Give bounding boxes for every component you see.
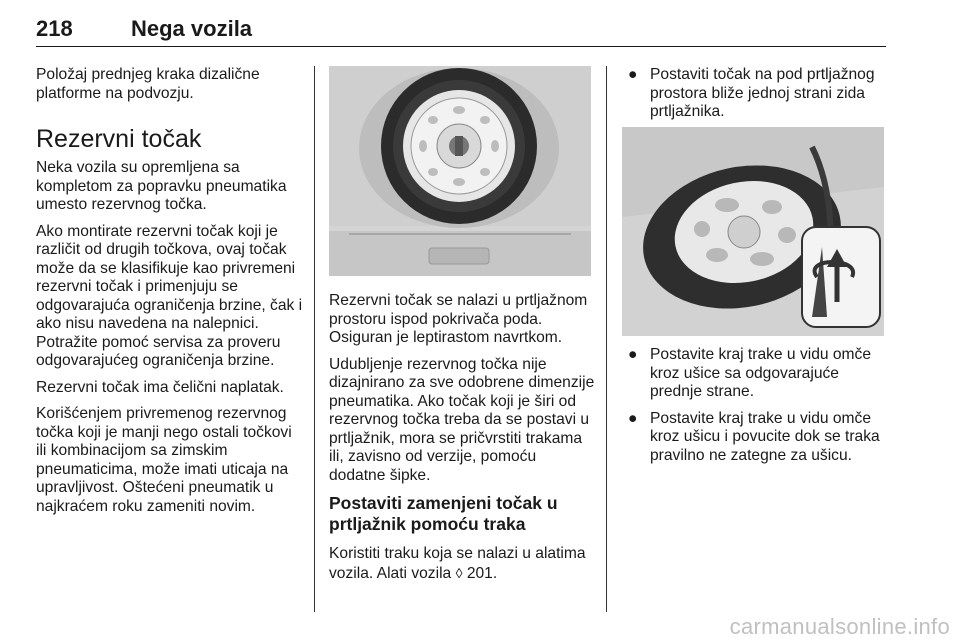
paragraph-text: Koristiti traku koja se nalazi u alatima vozila. Alati vozila — [329, 545, 586, 582]
paragraph: Rezervni točak ima čelični naplatak. — [36, 378, 284, 396]
column-left — [36, 66, 304, 524]
page-number: 218 — [36, 16, 73, 41]
column-right-continued — [622, 346, 888, 473]
bullet-icon: ● — [628, 409, 638, 427]
strap-fastening-illustration — [622, 127, 884, 336]
ref-arrow-icon: ◊ — [455, 564, 463, 581]
paragraph: Ako montirate rezervni točak koji je različit od drugih točkova, ovaj točak može da se klasifikuje kao privremeni rezervni točak i primenjuju se odgovarajuća ograničenja brzine, čak i ako nisu navedena na nalepnici. Potražite pomoć servisa za proveru odgovarajućeg ograničenja brzine. — [36, 222, 303, 369]
section-heading: Rezervni točak — [36, 125, 202, 153]
chapter-title: Nega vozila — [131, 16, 253, 41]
column-middle — [329, 292, 595, 591]
page-reference[interactable]: 201. — [466, 564, 498, 582]
paragraph: Udubljenje rezervnog točka nije dizajnirano za sve odobrene dimenzije pneumatika. Ako točak koji je širi od rezervnog točka treba da se postavi u prtljažnik, mora se pričvrstiti trakama ili, zavisno od verzije, pomoću dodatne šipke. — [329, 355, 595, 484]
paragraph — [329, 545, 595, 583]
column-right — [622, 66, 888, 130]
bullet-icon: ● — [628, 66, 638, 83]
list-item — [622, 346, 888, 402]
bullet-icon: ● — [628, 346, 638, 363]
list-item-text: Postavite kraj trake u vidu omče kroz ušice sa odgovarajuće prednje strane. — [650, 346, 872, 400]
paragraph: Rezervni točak se nalazi u prtljažnom prostoru ispod pokrivača poda. Osiguran je leptirastom navrtkom. — [329, 292, 588, 346]
list-item — [622, 66, 888, 122]
subsection-heading: Postaviti zamenjeni točak u prtljažnik pomoću traka — [329, 493, 558, 534]
paragraph: Korišćenjem privremenog rezervnog točka koji je manji nego ostali točkovi ili kombinacijom sa zimskim pneumaticima, može imati uticaja na upravljivost. Oštećeni pneumatik u najkraćem roku zameniti novim. — [36, 405, 292, 515]
column-divider — [606, 66, 607, 612]
list-item-text: Postavite kraj trake u vidu omče kroz ušicu i povucite dok se traka pravilno ne zategne za ušicu. — [650, 409, 880, 464]
watermark: carmanualsonline.info — [729, 614, 950, 639]
paragraph: Neka vozila su opremljena sa kompletom za popravku pneumatika umesto rezervnog točka. — [36, 159, 287, 213]
list-item — [622, 410, 888, 466]
column-divider — [314, 66, 315, 612]
spare-wheel-illustration — [329, 66, 591, 276]
paragraph: Položaj prednjeg kraka dizalične platforme na podvozju. — [36, 66, 260, 102]
page-header — [36, 6, 886, 47]
list-item-text: Postaviti točak na pod prtljažnog prostora bliže jednoj strani zida prtljažnika. — [650, 66, 875, 120]
